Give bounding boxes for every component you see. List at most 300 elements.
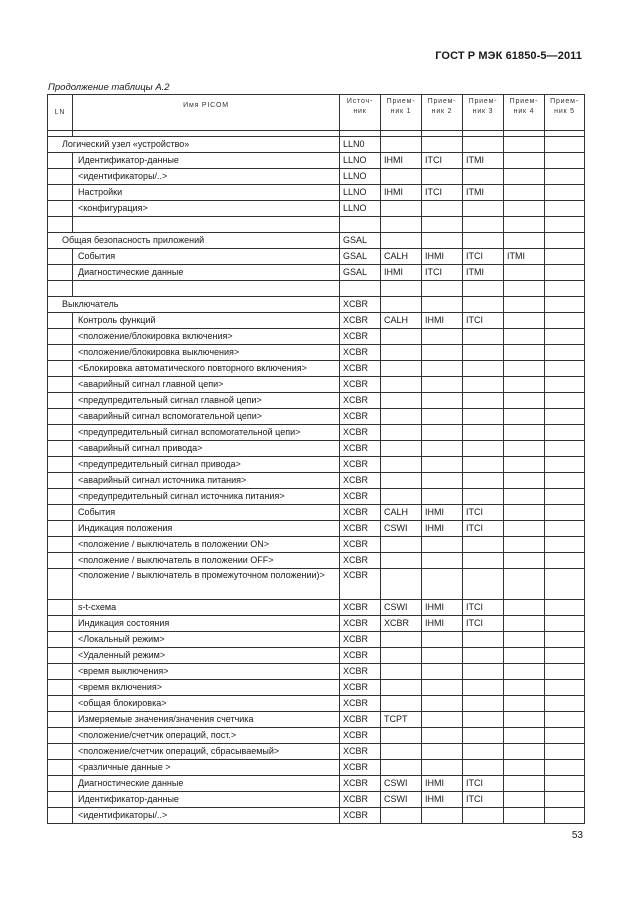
receiver-5-cell <box>545 217 585 233</box>
receiver-1-cell: CALH <box>381 249 422 265</box>
receiver-3-cell <box>463 712 504 728</box>
source-cell: XCBR <box>340 425 381 441</box>
table-row <box>48 616 585 632</box>
receiver-3-cell: ITCI <box>463 616 504 632</box>
table-row <box>48 521 585 537</box>
picom-name-cell: <время включения> <box>73 680 340 696</box>
receiver-4-cell <box>504 632 545 648</box>
receiver-4-cell <box>504 185 545 201</box>
source-cell: XCBR <box>340 377 381 393</box>
source-cell: LLN0 <box>340 137 381 153</box>
receiver-2-cell <box>422 553 463 569</box>
table-row <box>48 648 585 664</box>
receiver-3-cell <box>463 569 504 600</box>
group-name-cell: Логический узел «устройство» <box>48 137 340 153</box>
receiver-2-cell: ITCI <box>422 265 463 281</box>
receiver-5-cell <box>545 600 585 616</box>
receiver-5-cell <box>545 233 585 249</box>
receiver-3-cell <box>463 473 504 489</box>
receiver-3-cell: ITMI <box>463 185 504 201</box>
receiver-3-cell <box>463 201 504 217</box>
picom-name-cell: Индикация состояния <box>73 616 340 632</box>
receiver-5-cell <box>545 425 585 441</box>
table-row <box>48 457 585 473</box>
table-row <box>48 553 585 569</box>
receiver-5-cell <box>545 249 585 265</box>
receiver-4-cell <box>504 297 545 313</box>
receiver-3-cell <box>463 137 504 153</box>
picom-name-cell: <Локальный режим> <box>73 632 340 648</box>
table-row <box>48 249 585 265</box>
receiver-4-cell <box>504 680 545 696</box>
picom-name-cell: Идентификатор-данные <box>73 792 340 808</box>
receiver-1-cell <box>381 569 422 600</box>
table-row <box>48 776 585 792</box>
receiver-3-cell <box>463 345 504 361</box>
picom-name-cell: <предупредительный сигнал вспомогательной цепи> <box>73 425 340 441</box>
receiver-5-cell <box>545 569 585 600</box>
table-row <box>48 537 585 553</box>
picom-name-cell: <общая блокировка> <box>73 696 340 712</box>
ln-cell <box>48 457 73 473</box>
picom-name-cell: Диагностические данные <box>73 265 340 281</box>
receiver-5-cell <box>545 648 585 664</box>
source-cell: XCBR <box>340 313 381 329</box>
group-name-cell: Общая безопасность приложений <box>48 233 340 249</box>
receiver-5-cell <box>545 776 585 792</box>
picom-name-cell: Идентификатор-данные <box>73 153 340 169</box>
table-row <box>48 473 585 489</box>
receiver-4-cell <box>504 712 545 728</box>
receiver-5-cell <box>545 313 585 329</box>
table-row <box>48 409 585 425</box>
receiver-1-cell: CSWI <box>381 600 422 616</box>
receiver-2-cell <box>422 345 463 361</box>
receiver-2-cell <box>422 632 463 648</box>
receiver-2-cell: IHMI <box>422 776 463 792</box>
receiver-1-cell <box>381 632 422 648</box>
picom-name-cell: <Блокировка автоматического повторного включения> <box>73 361 340 377</box>
receiver-3-cell: ITCI <box>463 505 504 521</box>
column-header-picom-name: Имя PICOM <box>73 95 340 131</box>
source-cell: XCBR <box>340 696 381 712</box>
source-cell: XCBR <box>340 744 381 760</box>
source-cell: XCBR <box>340 521 381 537</box>
receiver-4-cell <box>504 345 545 361</box>
table-row <box>48 664 585 680</box>
receiver-5-cell <box>545 377 585 393</box>
table-header-row <box>48 95 585 131</box>
ln-cell <box>48 664 73 680</box>
receiver-1-cell <box>381 425 422 441</box>
table-body <box>48 95 585 824</box>
column-header-source: Источ-ник <box>340 95 381 131</box>
source-cell <box>340 281 381 297</box>
picom-table <box>47 94 585 824</box>
ln-cell <box>48 632 73 648</box>
picom-name-cell: <предупредительный сигнал источника питания> <box>73 489 340 505</box>
receiver-2-cell <box>422 537 463 553</box>
source-cell: XCBR <box>340 457 381 473</box>
source-cell: XCBR <box>340 776 381 792</box>
receiver-1-cell <box>381 473 422 489</box>
receiver-5-cell <box>545 760 585 776</box>
picom-name-cell: <конфигурация> <box>73 201 340 217</box>
picom-name-cell: <положение / выключатель в промежуточном положении)> <box>73 569 340 600</box>
receiver-3-cell <box>463 169 504 185</box>
source-cell: XCBR <box>340 600 381 616</box>
ln-cell <box>48 553 73 569</box>
page-number: 53 <box>571 830 583 841</box>
receiver-3-cell <box>463 760 504 776</box>
receiver-2-cell: IHMI <box>422 249 463 265</box>
receiver-1-cell <box>381 281 422 297</box>
table-row <box>48 201 585 217</box>
receiver-3-cell <box>463 489 504 505</box>
table-row <box>48 728 585 744</box>
receiver-1-cell: XCBR <box>381 616 422 632</box>
ln-cell <box>48 201 73 217</box>
picom-name-cell: <аварийный сигнал главной цепи> <box>73 377 340 393</box>
receiver-1-cell <box>381 377 422 393</box>
receiver-5-cell <box>545 441 585 457</box>
source-cell: GSAL <box>340 233 381 249</box>
receiver-2-cell <box>422 297 463 313</box>
receiver-3-cell: ITCI <box>463 521 504 537</box>
picom-name-cell: События <box>73 505 340 521</box>
ln-cell <box>48 648 73 664</box>
column-header-receiver-3: Прием-ник 3 <box>463 95 504 131</box>
table-row <box>48 632 585 648</box>
receiver-5-cell <box>545 361 585 377</box>
source-cell: XCBR <box>340 345 381 361</box>
receiver-2-cell <box>422 409 463 425</box>
table-row <box>48 569 585 600</box>
table-row <box>48 361 585 377</box>
receiver-5-cell <box>545 137 585 153</box>
receiver-1-cell <box>381 361 422 377</box>
ln-cell <box>48 505 73 521</box>
table-row <box>48 153 585 169</box>
source-cell: GSAL <box>340 249 381 265</box>
receiver-4-cell <box>504 265 545 281</box>
receiver-2-cell <box>422 377 463 393</box>
receiver-4-cell <box>504 217 545 233</box>
picom-name-cell: <различные данные > <box>73 760 340 776</box>
receiver-5-cell <box>545 808 585 824</box>
table-row <box>48 169 585 185</box>
table-caption: Продолжение таблицы А.2 <box>48 82 170 93</box>
ln-cell <box>48 153 73 169</box>
receiver-4-cell <box>504 361 545 377</box>
table-row <box>48 217 585 233</box>
picom-name-cell: <Удаленный режим> <box>73 648 340 664</box>
column-header-receiver-4: Прием-ник 4 <box>504 95 545 131</box>
table-row <box>48 393 585 409</box>
receiver-2-cell: ITCI <box>422 153 463 169</box>
receiver-1-cell <box>381 201 422 217</box>
receiver-4-cell <box>504 441 545 457</box>
receiver-4-cell <box>504 696 545 712</box>
receiver-3-cell <box>463 361 504 377</box>
receiver-4-cell <box>504 776 545 792</box>
source-cell: XCBR <box>340 792 381 808</box>
receiver-2-cell <box>422 744 463 760</box>
table-row <box>48 808 585 824</box>
source-cell: XCBR <box>340 505 381 521</box>
ln-cell <box>48 425 73 441</box>
receiver-4-cell <box>504 233 545 249</box>
ln-cell <box>48 569 73 600</box>
receiver-1-cell <box>381 297 422 313</box>
receiver-5-cell <box>545 329 585 345</box>
receiver-2-cell <box>422 441 463 457</box>
receiver-2-cell <box>422 696 463 712</box>
receiver-3-cell <box>463 808 504 824</box>
receiver-2-cell <box>422 281 463 297</box>
receiver-5-cell <box>545 281 585 297</box>
column-header-receiver-1: Прием-ник 1 <box>381 95 422 131</box>
table-row <box>48 185 585 201</box>
receiver-5-cell <box>545 744 585 760</box>
source-cell: XCBR <box>340 329 381 345</box>
receiver-5-cell <box>545 521 585 537</box>
receiver-2-cell: IHMI <box>422 313 463 329</box>
picom-name-cell: <идентификаторы/..> <box>73 808 340 824</box>
picom-name-cell: Настройки <box>73 185 340 201</box>
source-cell: LLNO <box>340 201 381 217</box>
table-row <box>48 137 585 153</box>
receiver-2-cell <box>422 329 463 345</box>
table-row <box>48 265 585 281</box>
table-row <box>48 425 585 441</box>
table-row <box>48 712 585 728</box>
receiver-4-cell <box>504 457 545 473</box>
receiver-5-cell <box>545 505 585 521</box>
source-cell: XCBR <box>340 393 381 409</box>
receiver-5-cell <box>545 393 585 409</box>
receiver-2-cell <box>422 664 463 680</box>
receiver-3-cell <box>463 297 504 313</box>
ln-cell <box>48 600 73 616</box>
source-cell: XCBR <box>340 569 381 600</box>
receiver-1-cell: TCPT <box>381 712 422 728</box>
receiver-4-cell <box>504 744 545 760</box>
receiver-1-cell <box>381 137 422 153</box>
receiver-5-cell <box>545 489 585 505</box>
receiver-5-cell <box>545 345 585 361</box>
picom-name-cell: <положение/счетчик операций, пост.> <box>73 728 340 744</box>
receiver-2-cell: IHMI <box>422 616 463 632</box>
table-row <box>48 744 585 760</box>
receiver-4-cell <box>504 313 545 329</box>
picom-name-cell: <аварийный сигнал привода> <box>73 441 340 457</box>
source-cell: XCBR <box>340 712 381 728</box>
receiver-5-cell <box>545 664 585 680</box>
ln-cell <box>48 521 73 537</box>
receiver-1-cell: IHMI <box>381 185 422 201</box>
receiver-2-cell <box>422 201 463 217</box>
receiver-1-cell <box>381 489 422 505</box>
source-cell: XCBR <box>340 409 381 425</box>
receiver-3-cell <box>463 377 504 393</box>
table-row <box>48 377 585 393</box>
receiver-3-cell <box>463 393 504 409</box>
table-row <box>48 489 585 505</box>
ln-cell <box>48 489 73 505</box>
table-row <box>48 696 585 712</box>
receiver-1-cell: CALH <box>381 313 422 329</box>
ln-cell <box>48 313 73 329</box>
receiver-2-cell <box>422 760 463 776</box>
receiver-1-cell <box>381 329 422 345</box>
picom-name-cell: s-t-схема <box>73 600 340 616</box>
source-cell: XCBR <box>340 664 381 680</box>
ln-cell <box>48 808 73 824</box>
receiver-2-cell: ITCI <box>422 185 463 201</box>
ln-cell <box>48 744 73 760</box>
receiver-4-cell <box>504 489 545 505</box>
table-row <box>48 680 585 696</box>
receiver-3-cell <box>463 648 504 664</box>
picom-name-cell <box>73 281 340 297</box>
receiver-4-cell <box>504 377 545 393</box>
receiver-2-cell <box>422 233 463 249</box>
receiver-4-cell <box>504 425 545 441</box>
receiver-1-cell <box>381 409 422 425</box>
source-cell: XCBR <box>340 728 381 744</box>
receiver-2-cell <box>422 361 463 377</box>
receiver-1-cell <box>381 728 422 744</box>
table-row <box>48 233 585 249</box>
picom-name-cell: Измеряемые значения/значения счетчика <box>73 712 340 728</box>
picom-name-cell: Диагностические данные <box>73 776 340 792</box>
table-row <box>48 329 585 345</box>
ln-cell <box>48 696 73 712</box>
receiver-2-cell <box>422 680 463 696</box>
receiver-2-cell <box>422 728 463 744</box>
receiver-3-cell: ITCI <box>463 776 504 792</box>
receiver-2-cell <box>422 137 463 153</box>
receiver-4-cell <box>504 281 545 297</box>
picom-name-cell: События <box>73 249 340 265</box>
receiver-1-cell <box>381 393 422 409</box>
receiver-3-cell <box>463 696 504 712</box>
receiver-4-cell <box>504 600 545 616</box>
source-cell: XCBR <box>340 361 381 377</box>
column-header-ln: LN <box>48 95 73 131</box>
receiver-1-cell <box>381 457 422 473</box>
receiver-3-cell: ITCI <box>463 249 504 265</box>
picom-name-cell: <положение/блокировка включения> <box>73 329 340 345</box>
ln-cell <box>48 281 73 297</box>
picom-name-cell: <идентификаторы/..> <box>73 169 340 185</box>
source-cell: XCBR <box>340 473 381 489</box>
ln-cell <box>48 377 73 393</box>
receiver-1-cell <box>381 680 422 696</box>
picom-name-cell: <предупредительный сигнал главной цепи> <box>73 393 340 409</box>
receiver-5-cell <box>545 265 585 281</box>
receiver-3-cell: ITMI <box>463 265 504 281</box>
receiver-2-cell <box>422 217 463 233</box>
receiver-4-cell <box>504 169 545 185</box>
receiver-3-cell <box>463 537 504 553</box>
ln-cell <box>48 393 73 409</box>
document-title: ГОСТ Р МЭК 61850-5—2011 <box>435 50 582 62</box>
receiver-5-cell <box>545 728 585 744</box>
receiver-4-cell <box>504 728 545 744</box>
table-row <box>48 760 585 776</box>
receiver-2-cell <box>422 393 463 409</box>
group-name-cell: Выключатель <box>48 297 340 313</box>
picom-name-cell: Контроль функций <box>73 313 340 329</box>
receiver-3-cell <box>463 217 504 233</box>
receiver-5-cell <box>545 696 585 712</box>
picom-name-cell: <положение/счетчик операций, сбрасываемый> <box>73 744 340 760</box>
receiver-3-cell <box>463 425 504 441</box>
receiver-4-cell <box>504 792 545 808</box>
receiver-2-cell: IHMI <box>422 521 463 537</box>
receiver-3-cell <box>463 409 504 425</box>
receiver-4-cell <box>504 569 545 600</box>
source-cell: XCBR <box>340 632 381 648</box>
receiver-2-cell <box>422 473 463 489</box>
ln-cell <box>48 473 73 489</box>
receiver-1-cell <box>381 760 422 776</box>
receiver-5-cell <box>545 457 585 473</box>
receiver-3-cell <box>463 441 504 457</box>
receiver-4-cell <box>504 521 545 537</box>
receiver-5-cell <box>545 680 585 696</box>
picom-name-cell: <аварийный сигнал источника питания> <box>73 473 340 489</box>
receiver-5-cell <box>545 616 585 632</box>
receiver-3-cell: ITCI <box>463 313 504 329</box>
receiver-4-cell <box>504 137 545 153</box>
receiver-3-cell: ITMI <box>463 153 504 169</box>
table-row <box>48 281 585 297</box>
receiver-1-cell <box>381 553 422 569</box>
table-row <box>48 441 585 457</box>
picom-name-cell: <положение/блокировка выключения> <box>73 345 340 361</box>
ln-cell <box>48 361 73 377</box>
receiver-4-cell: ITMI <box>504 249 545 265</box>
ln-cell <box>48 680 73 696</box>
receiver-3-cell <box>463 744 504 760</box>
receiver-5-cell <box>545 169 585 185</box>
receiver-3-cell <box>463 728 504 744</box>
receiver-4-cell <box>504 409 545 425</box>
source-cell: XCBR <box>340 680 381 696</box>
receiver-3-cell <box>463 553 504 569</box>
ln-cell <box>48 776 73 792</box>
receiver-1-cell: CSWI <box>381 521 422 537</box>
table-row <box>48 792 585 808</box>
ln-cell <box>48 712 73 728</box>
receiver-1-cell <box>381 664 422 680</box>
receiver-3-cell <box>463 281 504 297</box>
table-row <box>48 297 585 313</box>
picom-name-cell: <положение / выключатель в положении OFF> <box>73 553 340 569</box>
receiver-4-cell <box>504 393 545 409</box>
receiver-2-cell <box>422 712 463 728</box>
receiver-2-cell <box>422 169 463 185</box>
table-row <box>48 345 585 361</box>
receiver-3-cell <box>463 664 504 680</box>
receiver-1-cell <box>381 744 422 760</box>
ln-cell <box>48 185 73 201</box>
receiver-5-cell <box>545 632 585 648</box>
column-header-receiver-5: Прием-ник 5 <box>545 95 585 131</box>
